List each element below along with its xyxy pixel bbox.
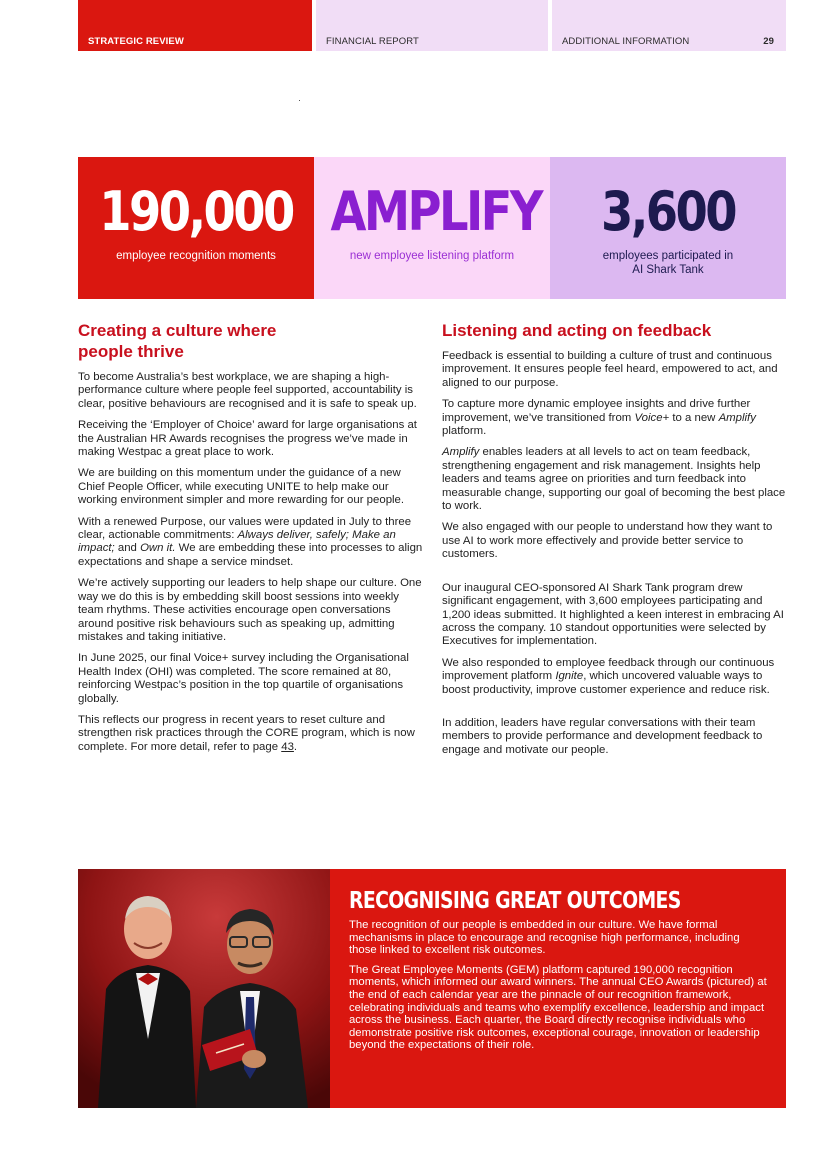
stat-label-line: employees participated in bbox=[602, 250, 734, 262]
heading-line: people thrive bbox=[78, 342, 184, 361]
paragraph: Amplify enables leaders at all levels to act on team feedback, strengthening engagement and risk management. Insights help leaders and teams agree on priorities and turn feedback into measurable change, supporting our goal of becoming the best place to work. bbox=[442, 446, 786, 513]
paragraph: To capture more dynamic employee insights and drive further improvement, we’ve transitioned from Voice+ to a new Amplify platform. bbox=[442, 398, 756, 438]
page-number: 29 bbox=[763, 36, 774, 47]
tab-financial-report[interactable] bbox=[316, 0, 548, 51]
paragraph: We also engaged with our people to understand how they want to use AI to work more effectively and provide better service to customers. bbox=[442, 521, 773, 561]
paragraph: We also responded to employee feedback through our continuous improvement platform Ignite, which uncovered valuable ways to boost productivity, improve customer experience and reduce risk. bbox=[442, 656, 775, 696]
stat-amplify bbox=[314, 157, 550, 299]
tab-label: STRATEGIC REVIEW bbox=[88, 36, 184, 47]
stat-value: 190,000 bbox=[99, 180, 293, 243]
recognition-heading: RECOGNISING GREAT OUTCOMES bbox=[349, 888, 681, 914]
paragraph: To become Australia’s best workplace, we are shaping a high-performance culture where people feel supported, accountability is clear, positive behaviours are recognised and it is safe to speak up. bbox=[78, 371, 417, 410]
stat-label: new employee listening platform bbox=[349, 250, 515, 262]
stat-value: 3,600 bbox=[601, 180, 735, 243]
paragraph: The recognition of our people is embedded in our culture. We have formal mechanisms in place to encourage and recognise high performance, including those linked to excellent risk outcomes. bbox=[349, 919, 740, 957]
ceo-awards-photo bbox=[78, 869, 330, 1108]
paragraph: The Great Employee Moments (GEM) platform captured 190,000 recognition moments, which informed our award winners. The annual CEO Awards (pictured) at the end of each calendar year are the pinnacle of our recognition framework, celebrating individuals and teams who exemplify excellence, leadership and impact across the business. Each quarter, the Board directly recognise individuals who demonstrate positive risk outcomes, exceptional courage, innovation or leadership beyond the expectations of their role. bbox=[349, 963, 767, 1052]
page-43-link[interactable]: 43 bbox=[281, 740, 294, 753]
paragraph: We’re actively supporting our leaders to help shape our culture. One way we do this is by embedding skill boost sessions into weekly team rhythms. These activities encourage open conversations around positive risk behaviours such as speaking up, admitting mistakes and taking initiative. bbox=[78, 577, 422, 643]
paragraph: In June 2025, our final Voice+ survey including the Organisational Health Index (OHI) was completed. The score remained at 80, reinforcing Westpac’s position in the top quartile of organisations globally. bbox=[78, 652, 409, 705]
paragraph: With a renewed Purpose, our values were updated in July to three clear, actionable commitments: Always deliver, safely; Make an impact; and Own it. We are embedding these into processes to align expectations and shape a service mindset. bbox=[78, 515, 423, 568]
tab-label: FINANCIAL REPORT bbox=[326, 36, 419, 47]
paragraph: This reflects our progress in recent years to reset culture and strengthen risk practices through the CORE program, which is now complete. For more detail, refer to page 43. bbox=[78, 713, 415, 753]
stat-recognition-moments bbox=[78, 157, 314, 299]
recognition-text bbox=[349, 887, 769, 1059]
paragraph: In addition, leaders have regular conversations with their team members to provide performance and development feedback to engage and motivate our people. bbox=[442, 716, 763, 756]
paragraph: Our inaugural CEO-sponsored AI Shark Tank program drew significant engagement, with 3,600 employees participating and 1,200 ideas submitted. It highlighted a keen interest in embracing AI across the company. 10 standout opportunities were selected by Executives for implementation. bbox=[442, 581, 784, 648]
stat-label bbox=[550, 249, 786, 277]
paragraph: Feedback is essential to building a culture of trust and continuous improvement. It ensures people feel heard, empowered to act, and aligned to our purpose. bbox=[442, 350, 778, 389]
tab-strategic-review[interactable] bbox=[78, 0, 312, 51]
stray-dot bbox=[299, 100, 300, 101]
photo-illustration bbox=[78, 869, 330, 1108]
feedback-column bbox=[442, 320, 788, 765]
heading-line: Creating a culture where bbox=[78, 321, 277, 340]
tab-label: ADDITIONAL INFORMATION bbox=[562, 36, 690, 47]
feedback-heading: Listening and acting on feedback bbox=[442, 321, 712, 340]
culture-column bbox=[78, 320, 423, 762]
culture-heading bbox=[78, 320, 423, 362]
stat-label-line: AI Shark Tank bbox=[632, 264, 704, 276]
stat-label: employee recognition moments bbox=[116, 250, 276, 262]
stat-value: AMPLIFY bbox=[330, 180, 541, 243]
stat-shark-tank bbox=[550, 157, 786, 299]
paragraph: Receiving the ‘Employer of Choice’ award for large organisations at the Australian HR Awards recognises the progress we’ve made in making Westpac a great place to work. bbox=[78, 419, 417, 459]
tab-additional-information[interactable] bbox=[552, 0, 786, 51]
paragraph: We are building on this momentum under the guidance of a new Chief People Officer, while executing UNITE to help make our working environment simpler and more rewarding for our people. bbox=[78, 467, 405, 507]
recognition-panel bbox=[78, 869, 786, 1108]
